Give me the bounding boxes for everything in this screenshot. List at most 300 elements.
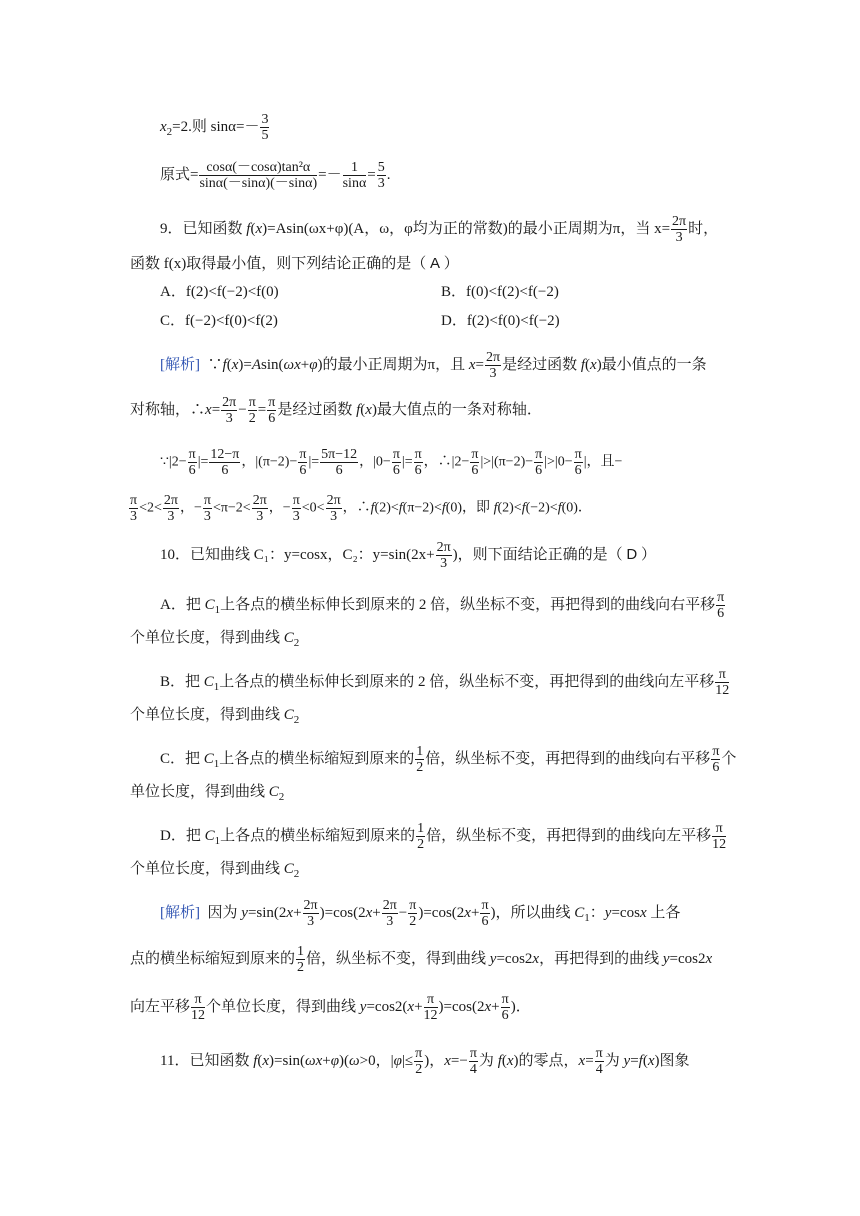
numerator: π [481, 898, 489, 913]
fraction-pi-3 [203, 493, 212, 524]
denominator: 6 [392, 463, 400, 478]
text: (2)< [497, 500, 522, 516]
denominator: 6 [501, 1008, 509, 1023]
text: x [639, 904, 647, 921]
text: φ [309, 356, 318, 373]
numerator: π [712, 744, 720, 759]
numerator: π [415, 1046, 423, 1061]
fraction-pi-6 [414, 447, 423, 478]
text: y [241, 904, 248, 921]
text: ωx [305, 1052, 323, 1069]
text: )=sin( [269, 1052, 306, 1069]
denominator: 12 [712, 837, 727, 852]
denominator: 6 [299, 463, 307, 478]
question-11-stem [160, 1046, 690, 1077]
text: x [468, 356, 476, 373]
denominator: 2 [416, 760, 424, 775]
text: x [506, 1052, 514, 1069]
text: ( [226, 356, 232, 373]
text: − [398, 904, 408, 921]
denominator: 2 [417, 837, 425, 852]
fraction-2pi-3 [671, 214, 687, 245]
text: (2)< [374, 500, 399, 516]
text: )=cos(2 [418, 904, 465, 921]
fraction-pi-6 [711, 744, 720, 775]
text: B．把 [160, 673, 204, 690]
text: φ [330, 1052, 340, 1069]
denominator: 6 [221, 463, 229, 478]
q9-solution-line-1 [160, 350, 707, 381]
text: C [203, 673, 214, 690]
denominator: 3 [256, 509, 264, 524]
text: 上各点的横坐标伸长到原来的 2 倍，纵坐标不变，再把得到的曲线向左平移 [219, 673, 715, 690]
text: )的最小正周期为π，且 [317, 356, 469, 373]
denominator: 6 [481, 914, 489, 929]
text: 个单位长度，得到曲线 [130, 707, 284, 723]
fraction-pi-6 [188, 447, 197, 478]
text: |，且− [583, 454, 623, 470]
text: x [262, 1052, 270, 1069]
text: C [574, 904, 585, 921]
q9-option-b: B．f(0)<f(2)<f(−2) [441, 284, 559, 300]
denominator: 6 [414, 463, 422, 478]
text: f [580, 356, 586, 373]
text: =Asin(ωx+φ)(A，ω，φ均为正的常数)的最小正周期为π，当 x= [267, 220, 671, 237]
numerator: π [715, 667, 729, 683]
text: ，− [179, 500, 202, 516]
denominator: 3 [386, 914, 394, 929]
text: f [246, 220, 251, 237]
numerator: 2π [222, 395, 237, 410]
numerator: cosα(－cosα)tan²α [199, 160, 317, 176]
text: 是经过函数 [502, 356, 581, 373]
q10-option-b-line-2 [130, 705, 299, 730]
numerator: 1 [417, 821, 425, 836]
text: (π−2)< [402, 500, 442, 516]
denominator: 2 [297, 960, 305, 975]
text: A．把 [160, 596, 205, 613]
fraction-pi-6 [501, 992, 510, 1023]
fraction-pi-12 [715, 667, 729, 698]
text: 9．已知函数 [160, 220, 247, 237]
denominator: 2 [248, 411, 256, 426]
denominator: 3 [675, 230, 683, 245]
q10-option-c-line-2 [130, 782, 284, 807]
text: 上各 [646, 904, 681, 921]
text: ，|(π−2)− [241, 454, 298, 470]
denominator: 6 [574, 463, 582, 478]
text: )=cos(2 [438, 998, 485, 1015]
numerator: 2π [436, 540, 451, 555]
text: <0< [301, 500, 325, 516]
text: + [322, 1052, 331, 1069]
text: =2.则 sinα=－ [172, 118, 260, 135]
text: = [630, 1052, 639, 1069]
numerator: π [409, 898, 417, 913]
denominator: sinα [342, 176, 367, 191]
text: ： [589, 904, 605, 921]
numerator: 2π [382, 898, 397, 913]
text: x [484, 998, 492, 1015]
fraction-pi-4 [595, 1046, 604, 1077]
numerator: 1 [297, 944, 305, 959]
denominator: 3 [292, 509, 300, 524]
fraction-pi-2 [414, 1046, 423, 1077]
text: =－ [318, 166, 342, 183]
text: ∵|2− [160, 454, 187, 470]
text: x [407, 998, 415, 1015]
text: x [464, 904, 471, 921]
text: 个单位长度，得到曲线 [130, 861, 284, 877]
numerator: π [414, 447, 422, 462]
text: )的零点， [513, 1052, 579, 1069]
numerator: 2π [672, 214, 687, 229]
fraction-pi-6 [480, 898, 489, 929]
denominator: 12 [423, 1008, 438, 1023]
text: x [255, 220, 263, 237]
text: <2< [139, 500, 162, 516]
answer-q10: D [626, 545, 638, 563]
denominator: 6 [268, 411, 276, 426]
subscript: 2 [278, 791, 285, 803]
text: x [444, 1052, 451, 1069]
text: 上各点的横坐标缩短到原来的 [220, 827, 416, 844]
text: )=cos(2 [319, 904, 366, 921]
text: x [590, 356, 597, 373]
text: 10．已知曲线 C₁：y=cosx，C₂：y=sin(2x+ [160, 546, 435, 563]
numerator: π [188, 447, 196, 462]
text: ( [642, 1052, 648, 1069]
text: C [268, 784, 279, 800]
fraction-pi-6 [267, 395, 276, 426]
subscript: 1 [213, 680, 220, 693]
text: 11．已知函数 [160, 1052, 254, 1069]
text: C [283, 707, 294, 723]
text: x [705, 950, 713, 967]
text: x [231, 356, 239, 373]
text: x [532, 950, 540, 967]
text: 单位长度，得到曲线 [130, 784, 269, 800]
denominator: 6 [188, 463, 196, 478]
text: y [604, 904, 612, 921]
numerator: 5π−12 [321, 447, 358, 462]
text: + [372, 904, 381, 921]
fraction-pi-2 [408, 898, 417, 929]
text: + [300, 356, 310, 373]
text: 倍，纵坐标不变，再把得到的曲线向左平移 [426, 827, 712, 844]
numerator: 2π [303, 898, 318, 913]
numerator: π [130, 493, 138, 508]
text: C [203, 750, 214, 767]
text: f [493, 500, 498, 516]
denominator: 4 [595, 1062, 603, 1077]
fraction-pi-3 [129, 493, 138, 524]
denominator: 6 [471, 463, 479, 478]
denominator: 3 [440, 556, 448, 571]
numerator: π [268, 395, 276, 410]
q9-solution-line-4 [128, 493, 592, 524]
text: |>|0− [544, 454, 573, 470]
text: 倍，纵坐标不变，再把得到的曲线向右平移 [425, 750, 711, 767]
analysis-tag: [解析] [160, 904, 200, 921]
denominator: 6 [717, 606, 725, 621]
fraction-pi-4 [469, 1046, 478, 1077]
fraction-2pi-3 [221, 395, 237, 426]
text: x [578, 1052, 586, 1069]
text: x [205, 401, 212, 418]
text: C [204, 596, 215, 613]
text: )图象 [654, 1052, 690, 1069]
subscript: 2 [293, 868, 300, 880]
fraction-2pi-3 [252, 493, 268, 524]
text: (−2)< [525, 500, 558, 516]
fraction-1-sina [343, 160, 367, 191]
text: ( [257, 1052, 263, 1069]
text: )( [339, 1052, 350, 1069]
subscript: 2 [293, 637, 300, 649]
fraction-pi-6 [392, 447, 401, 478]
q10-option-d-line-2 [130, 859, 299, 884]
text: x [286, 904, 294, 921]
text: A [251, 356, 261, 373]
text: = [585, 1052, 594, 1069]
text: − [238, 401, 247, 418]
text: 上各点的横坐标伸长到原来的 2 倍，纵坐标不变，再把得到的曲线向右平移 [220, 596, 716, 613]
denominator: 6 [335, 463, 343, 478]
text: |= [308, 454, 320, 470]
fraction-pi-2 [248, 395, 257, 426]
numerator: 3 [261, 112, 269, 127]
denominator: 3 [330, 509, 338, 524]
q10-option-d-line-1 [160, 821, 727, 852]
denominator: 2 [409, 914, 417, 929]
text: ∵ [203, 356, 223, 373]
text: =cos2 [496, 950, 533, 967]
text: φ [393, 1052, 402, 1069]
numerator: π [191, 992, 205, 1008]
text: 个 [721, 750, 737, 767]
text: ，∴ [342, 500, 371, 516]
question-9-stem-2 [130, 254, 459, 274]
numerator: π [574, 447, 582, 462]
fraction-pi-3 [292, 493, 301, 524]
text: D．把 [160, 827, 205, 844]
text: 上各点的横坐标缩短到原来的 [219, 750, 415, 767]
text: >0，| [359, 1052, 394, 1069]
q10-option-b-line-1 [160, 667, 730, 698]
text: (0)． [561, 500, 592, 516]
fraction-pi-6 [716, 590, 725, 621]
text: C [283, 630, 294, 646]
denominator: 3 [203, 509, 211, 524]
text: 向左平移 [130, 998, 191, 1015]
numerator: π [292, 493, 300, 508]
text: sin( [261, 356, 284, 373]
text: ( [250, 220, 256, 237]
fraction-5pi-12-6 [320, 447, 358, 478]
q10-solution-line-1 [160, 898, 680, 929]
denominator: 3 [307, 914, 315, 929]
text: = [367, 166, 376, 183]
fraction-pi-6 [574, 447, 583, 478]
text: C [204, 827, 215, 844]
text: f [398, 500, 403, 516]
q10-option-a-line-1 [160, 590, 726, 621]
text: f [638, 1052, 643, 1069]
text: f [222, 356, 227, 373]
text: + [470, 904, 480, 921]
text: )，则下面结论正确的是（ [452, 546, 627, 563]
text: 函数 f(x)取得最小值，则下列结论正确的是（ [130, 256, 430, 272]
text: )最大值点的一条对称轴． [371, 401, 542, 418]
fraction-2pi-3 [436, 540, 452, 571]
text: ωx [283, 356, 301, 373]
q9-option-d: D．f(2)<f(0)<f(−2) [441, 313, 560, 329]
text: ( [360, 401, 366, 418]
text: f [253, 1052, 258, 1069]
text: =cos2( [366, 998, 408, 1015]
fraction-main [199, 160, 317, 191]
question-10-stem [160, 540, 656, 571]
fraction-pi-12 [712, 821, 726, 852]
text: f [497, 1052, 502, 1069]
fraction-2pi-3 [382, 898, 398, 929]
denominator: 6 [535, 463, 543, 478]
fraction-pi-6 [470, 447, 479, 478]
q10-option-c-line-1 [160, 744, 736, 775]
text: |≤ [401, 1052, 414, 1069]
text: ，再把得到的曲线 [539, 950, 663, 967]
subscript: 1 [584, 911, 590, 924]
numerator: π [471, 447, 479, 462]
text: ，− [268, 500, 291, 516]
numerator: π [203, 493, 211, 508]
fraction-2pi-3 [485, 350, 501, 381]
denominator: 3 [225, 411, 233, 426]
denominator: 3 [130, 509, 138, 524]
fraction-1-2 [416, 821, 425, 852]
q10-solution-line-2 [130, 944, 712, 975]
text: ，|0− [359, 454, 391, 470]
text: + [414, 998, 423, 1015]
fraction-2pi-3 [303, 898, 319, 929]
text: ( [585, 356, 591, 373]
text: ) [262, 220, 268, 237]
denominator: sinα(－sinα)(－sinα) [199, 176, 318, 191]
subscript: 1 [213, 757, 220, 770]
text: )= [238, 356, 252, 373]
denominator: 5 [261, 128, 269, 143]
numerator: 5 [377, 160, 385, 175]
text: )，所以曲线 [490, 904, 575, 921]
solution-line-sin-alpha [160, 112, 270, 143]
numerator: π [392, 447, 400, 462]
fraction-3-5 [260, 112, 269, 143]
denominator: 12 [191, 1008, 206, 1023]
numerator: 2π [326, 493, 341, 508]
numerator: π [595, 1046, 603, 1061]
text: ，∴|2− [423, 454, 470, 470]
q9-solution-line-2 [130, 395, 542, 426]
numerator: π [501, 992, 509, 1007]
q9-solution-line-3 [160, 447, 622, 478]
text: )． [510, 998, 531, 1015]
denominator: 6 [712, 760, 720, 775]
text: x [647, 1052, 655, 1069]
text: = [475, 356, 484, 373]
numerator: 1 [343, 160, 367, 176]
text: 对称轴，∴ [130, 401, 206, 418]
subscript: 1 [214, 603, 221, 616]
numerator: π [535, 447, 543, 462]
text: (0)，即 [445, 500, 494, 516]
text: 时， [688, 220, 719, 237]
denominator: 3 [167, 509, 175, 524]
text: =− [450, 1052, 468, 1069]
text: =cos2 [669, 950, 706, 967]
numerator: 12−π [210, 447, 240, 462]
text: f [557, 500, 562, 516]
q9-option-a: A．f(2)<f(−2)<f(0) [160, 284, 279, 300]
text: x [365, 401, 372, 418]
text: + [293, 904, 302, 921]
question-9-stem [160, 214, 718, 245]
text: =sin(2 [247, 904, 287, 921]
text: y [359, 998, 367, 1015]
text: 为 [604, 1052, 624, 1069]
text: . [386, 166, 391, 183]
fraction-2pi-3 [163, 493, 179, 524]
text: |>|(π−2)− [480, 454, 534, 470]
text: f [356, 401, 361, 418]
analysis-tag: [解析] [160, 356, 200, 373]
numerator: π [469, 1046, 477, 1061]
text: y [662, 950, 670, 967]
fraction-pi-6 [298, 447, 307, 478]
fraction-1-2 [415, 744, 424, 775]
fraction-12-pi-6 [209, 447, 240, 478]
text: 为 [478, 1052, 498, 1069]
subscript: 1 [214, 834, 221, 847]
numerator: π [424, 992, 438, 1008]
text: 个单位长度，得到曲线 [130, 630, 284, 646]
text: ） [637, 546, 657, 563]
text: y [623, 1052, 631, 1069]
text: =cos [611, 904, 640, 921]
solution-line-original-expression [160, 160, 391, 191]
text: 原式= [160, 166, 199, 183]
text: |= [197, 454, 209, 470]
fraction-pi-12 [191, 992, 205, 1023]
denominator: 3 [489, 366, 497, 381]
text: 点的横坐标缩短到原来的 [130, 950, 296, 967]
denominator: 12 [715, 683, 730, 698]
numerator: π [712, 821, 726, 837]
numerator: 2π [252, 493, 267, 508]
q9-option-c: C．f(−2)<f(0)<f(2) [160, 313, 278, 329]
text: y [489, 950, 497, 967]
text: |= [401, 454, 413, 470]
text: = [211, 401, 221, 418]
text: f [521, 500, 526, 516]
numerator: π [717, 590, 725, 605]
subscript: 2 [166, 125, 173, 138]
q10-solution-line-3 [130, 992, 531, 1023]
answer-q9: A [430, 255, 441, 272]
numerator: π [299, 447, 307, 462]
text: f [441, 500, 446, 516]
denominator: 4 [469, 1062, 477, 1077]
